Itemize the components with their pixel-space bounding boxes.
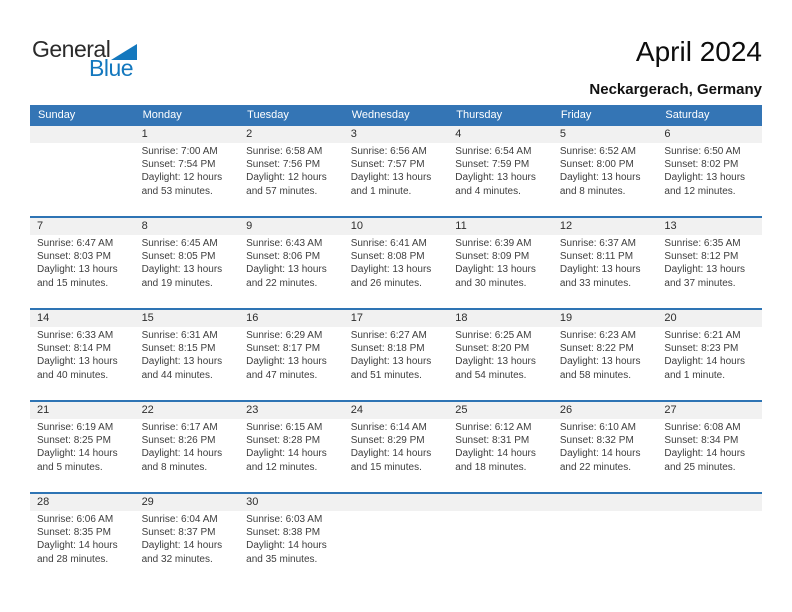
day-detail-line: Sunset: 8:23 PM (664, 343, 739, 355)
day-detail-line: Sunrise: 6:06 AM (37, 514, 114, 525)
week-detail-band (30, 235, 762, 308)
day-number: 15 (141, 312, 154, 324)
empty-day-details (30, 143, 135, 216)
day-detail-line: Sunset: 8:26 PM (141, 435, 216, 447)
day-detail-line: and 18 minutes. (455, 461, 527, 473)
day-details (135, 327, 240, 400)
day-detail-line: Sunset: 8:00 PM (559, 159, 634, 171)
day-details (553, 143, 658, 216)
day-number: 9 (246, 220, 253, 232)
day-number: 10 (350, 220, 363, 232)
day-detail-line: Daylight: 13 hours (246, 264, 327, 276)
day-detail-line: Sunset: 8:06 PM (246, 251, 321, 263)
day-number: 13 (664, 220, 677, 232)
day-detail-line: Sunset: 8:28 PM (246, 435, 321, 447)
day-details (30, 235, 135, 308)
day-detail-line: Sunset: 8:38 PM (246, 527, 321, 539)
day-detail-line: Sunset: 8:32 PM (559, 435, 634, 447)
day-details (135, 143, 240, 216)
day-header-tuesday: Tuesday (247, 109, 289, 121)
day-detail-line: Sunrise: 6:45 AM (141, 238, 218, 249)
day-detail-line: Sunset: 8:25 PM (37, 435, 111, 447)
day-number: 4 (455, 128, 462, 140)
day-number: 27 (664, 404, 677, 416)
day-detail-line: and 26 minutes. (350, 277, 422, 289)
day-detail-line: Sunrise: 6:54 AM (455, 146, 532, 157)
day-detail-line: Sunrise: 6:58 AM (246, 146, 323, 157)
day-header-wednesday: Wednesday (351, 109, 410, 121)
day-detail-line: and 44 minutes. (141, 369, 213, 381)
day-number: 20 (664, 312, 677, 324)
week-number-band (30, 126, 762, 143)
day-detail-line: and 22 minutes. (559, 461, 632, 473)
calendar-week-row (30, 400, 762, 492)
day-detail-line: Sunrise: 6:41 AM (350, 238, 427, 249)
day-detail-line: Sunset: 7:54 PM (141, 159, 216, 171)
day-detail-line: and 35 minutes. (246, 553, 318, 565)
day-detail-line: and 30 minutes. (455, 277, 527, 289)
empty-day-cell (657, 494, 762, 511)
day-details (657, 327, 762, 400)
calendar-header-row (30, 105, 762, 126)
day-details (135, 511, 240, 584)
day-details (657, 235, 762, 308)
day-detail-line: Sunset: 8:05 PM (141, 251, 216, 263)
day-detail-line: Daylight: 14 hours (37, 448, 118, 460)
day-details (553, 327, 658, 400)
day-detail-line: and 12 minutes. (664, 185, 736, 197)
day-detail-line: and 22 minutes. (246, 277, 318, 289)
day-details (448, 419, 553, 492)
day-detail-line: and 5 minutes. (37, 461, 103, 473)
day-number: 28 (37, 496, 50, 508)
day-number: 11 (455, 220, 467, 232)
day-detail-line: Sunrise: 6:37 AM (559, 238, 636, 249)
calendar-week-row (30, 216, 762, 308)
day-details (448, 143, 553, 216)
day-detail-line: Sunrise: 6:15 AM (246, 422, 323, 433)
day-detail-line: Sunrise: 6:52 AM (559, 146, 636, 157)
day-detail-line: Sunrise: 6:50 AM (664, 146, 741, 157)
day-detail-line: and 15 minutes. (37, 277, 109, 289)
day-number: 29 (141, 496, 154, 508)
day-detail-line: Sunset: 8:18 PM (350, 343, 425, 355)
day-number: 23 (246, 404, 259, 416)
day-detail-line: and 53 minutes. (141, 185, 213, 197)
day-detail-line: and 40 minutes. (37, 369, 109, 381)
day-detail-line: Sunrise: 6:08 AM (664, 422, 741, 433)
day-number: 17 (350, 312, 363, 324)
day-detail-line: Sunset: 8:11 PM (559, 251, 634, 263)
day-detail-line: Daylight: 13 hours (37, 356, 118, 368)
week-number-band (30, 310, 762, 327)
day-details (344, 235, 449, 308)
empty-day-details (344, 511, 449, 584)
day-details (239, 419, 344, 492)
day-detail-line: Sunrise: 6:12 AM (455, 422, 532, 433)
day-detail-line: and 54 minutes. (455, 369, 527, 381)
day-detail-line: Sunrise: 6:19 AM (37, 422, 114, 433)
day-detail-line: Sunrise: 6:47 AM (37, 238, 114, 249)
empty-day-details (657, 511, 762, 584)
empty-day-details (553, 511, 658, 584)
day-detail-line: Daylight: 13 hours (37, 264, 118, 276)
day-detail-line: Sunset: 8:22 PM (559, 343, 634, 355)
day-detail-line: Sunrise: 6:29 AM (246, 330, 323, 341)
title-block (589, 36, 762, 98)
day-number: 25 (455, 404, 468, 416)
day-detail-line: Sunrise: 6:23 AM (559, 330, 636, 341)
week-detail-band (30, 327, 762, 400)
calendar-weeks (30, 126, 762, 584)
day-number: 18 (455, 312, 468, 324)
day-details (239, 235, 344, 308)
page-title: April 2024 (635, 36, 762, 67)
day-number: 14 (37, 312, 50, 324)
week-number-band (30, 218, 762, 235)
day-details (448, 235, 553, 308)
calendar-week-row (30, 308, 762, 400)
day-detail-line: Daylight: 14 hours (559, 448, 641, 460)
day-detail-line: and 1 minute. (350, 185, 412, 197)
day-detail-line: Daylight: 13 hours (455, 172, 536, 184)
day-detail-line: Sunset: 8:12 PM (664, 251, 739, 263)
day-detail-line: Sunset: 7:59 PM (455, 159, 530, 171)
day-detail-line: and 57 minutes. (246, 185, 318, 197)
day-detail-line: Sunset: 8:14 PM (37, 343, 111, 355)
empty-day-cell (344, 494, 449, 511)
empty-day-cell (30, 126, 135, 143)
day-detail-line: Sunrise: 6:56 AM (350, 146, 427, 157)
empty-day-cell (553, 494, 658, 511)
day-detail-line: Daylight: 13 hours (141, 356, 223, 368)
day-detail-line: Sunrise: 6:14 AM (350, 422, 427, 433)
day-details (657, 143, 762, 216)
day-details (239, 327, 344, 400)
day-detail-line: Sunrise: 6:10 AM (559, 422, 636, 433)
day-detail-line: and 28 minutes. (37, 553, 109, 565)
day-detail-line: Sunset: 8:17 PM (246, 343, 321, 355)
day-details (239, 511, 344, 584)
day-detail-line: Sunrise: 6:31 AM (141, 330, 218, 341)
day-number: 8 (141, 220, 148, 232)
day-detail-line: Daylight: 13 hours (455, 264, 536, 276)
day-detail-line: Daylight: 13 hours (664, 264, 746, 276)
day-detail-line: Daylight: 12 hours (246, 172, 327, 184)
location-subtitle: Neckargerach, Germany (589, 81, 762, 98)
day-detail-line: Sunset: 8:34 PM (664, 435, 739, 447)
day-number: 12 (559, 220, 573, 232)
day-detail-line: Daylight: 13 hours (350, 264, 432, 276)
day-header-saturday: Saturday (665, 109, 710, 121)
day-detail-line: and 25 minutes. (664, 461, 736, 473)
day-detail-line: and 37 minutes. (664, 277, 736, 289)
day-detail-line: Daylight: 13 hours (350, 172, 432, 184)
logo-text-blue: Blue (89, 55, 134, 81)
week-number-band (30, 494, 762, 511)
day-detail-line: Daylight: 13 hours (664, 172, 746, 184)
day-number: 6 (664, 128, 671, 140)
day-detail-line: Daylight: 14 hours (246, 448, 327, 460)
day-number: 26 (559, 404, 573, 416)
day-detail-line: Sunrise: 7:00 AM (141, 146, 218, 157)
day-details (135, 419, 240, 492)
day-detail-line: and 1 minute. (664, 369, 726, 381)
day-detail-line: and 15 minutes. (350, 461, 422, 473)
day-detail-line: Sunrise: 6:43 AM (246, 238, 323, 249)
day-detail-line: Daylight: 13 hours (559, 356, 641, 368)
day-detail-line: Sunset: 8:20 PM (455, 343, 530, 355)
day-detail-line: Daylight: 14 hours (37, 540, 118, 552)
day-detail-line: Sunrise: 6:17 AM (141, 422, 218, 433)
day-detail-line: and 8 minutes. (141, 461, 208, 473)
day-detail-line: Sunset: 8:03 PM (37, 251, 111, 263)
day-detail-line: Daylight: 13 hours (246, 356, 327, 368)
day-header-friday: Friday (560, 109, 592, 121)
day-number: 19 (559, 312, 573, 324)
day-detail-line: Daylight: 14 hours (141, 540, 223, 552)
day-detail-line: and 47 minutes. (246, 369, 318, 381)
day-detail-line: Daylight: 13 hours (559, 264, 641, 276)
day-detail-line: Daylight: 14 hours (246, 540, 327, 552)
day-details (553, 235, 658, 308)
day-details (657, 419, 762, 492)
calendar-week-row (30, 492, 762, 584)
logo-text-general: General (32, 36, 111, 62)
day-detail-line: Sunrise: 6:03 AM (246, 514, 323, 525)
calendar-week-row (30, 126, 762, 216)
day-detail-line: Daylight: 14 hours (350, 448, 432, 460)
day-detail-line: Sunset: 8:09 PM (455, 251, 530, 263)
day-detail-line: Sunset: 8:15 PM (141, 343, 216, 355)
week-detail-band (30, 511, 762, 584)
empty-day-cell (448, 494, 553, 511)
day-detail-line: Sunset: 8:29 PM (350, 435, 425, 447)
day-detail-line: Daylight: 14 hours (141, 448, 223, 460)
calendar-grid (30, 105, 762, 584)
empty-day-details (448, 511, 553, 584)
day-details (344, 419, 449, 492)
day-detail-line: Sunrise: 6:33 AM (37, 330, 114, 341)
day-number: 16 (246, 312, 259, 324)
day-number: 24 (350, 404, 363, 416)
day-detail-line: Daylight: 12 hours (141, 172, 223, 184)
day-detail-line: Sunrise: 6:04 AM (141, 514, 218, 525)
day-detail-line: and 51 minutes. (350, 369, 422, 381)
week-number-band (30, 402, 762, 419)
day-number: 2 (246, 128, 253, 140)
day-detail-line: and 12 minutes. (246, 461, 318, 473)
day-details (30, 419, 135, 492)
day-detail-line: Sunset: 8:35 PM (37, 527, 111, 539)
day-number: 22 (141, 404, 154, 416)
day-details (344, 327, 449, 400)
day-number: 1 (141, 128, 148, 140)
day-detail-line: Sunset: 8:08 PM (350, 251, 425, 263)
day-detail-line: Sunset: 8:02 PM (664, 159, 739, 171)
day-detail-line: Sunrise: 6:25 AM (455, 330, 532, 341)
day-detail-line: Daylight: 13 hours (350, 356, 432, 368)
day-detail-line: Sunrise: 6:35 AM (664, 238, 741, 249)
day-details (448, 327, 553, 400)
day-header-thursday: Thursday (456, 109, 503, 121)
day-detail-line: Sunset: 8:37 PM (141, 527, 216, 539)
day-detail-line: Sunrise: 6:27 AM (350, 330, 427, 341)
day-details (239, 143, 344, 216)
logo (32, 38, 137, 80)
day-detail-line: Daylight: 14 hours (664, 356, 746, 368)
day-details (30, 511, 135, 584)
day-header-monday: Monday (142, 109, 182, 121)
day-number: 21 (37, 404, 50, 416)
day-detail-line: and 8 minutes. (559, 185, 626, 197)
day-detail-line: and 19 minutes. (141, 277, 213, 289)
day-detail-line: and 32 minutes. (141, 553, 213, 565)
day-detail-line: Sunset: 8:31 PM (455, 435, 530, 447)
day-number: 7 (37, 220, 44, 232)
day-detail-line: Sunrise: 6:39 AM (455, 238, 532, 249)
day-details (30, 327, 135, 400)
day-detail-line: Sunset: 7:57 PM (350, 159, 425, 171)
day-number: 5 (559, 128, 566, 140)
week-detail-band (30, 143, 762, 216)
day-detail-line: Daylight: 13 hours (455, 356, 536, 368)
day-detail-line: Daylight: 13 hours (559, 172, 641, 184)
day-detail-line: Daylight: 14 hours (664, 448, 746, 460)
day-details (135, 235, 240, 308)
day-number: 30 (246, 496, 259, 508)
week-detail-band (30, 419, 762, 492)
day-number: 3 (350, 128, 357, 140)
day-detail-line: and 58 minutes. (559, 369, 632, 381)
day-detail-line: Daylight: 14 hours (455, 448, 536, 460)
day-details (553, 419, 658, 492)
day-detail-line: Sunset: 7:56 PM (246, 159, 321, 171)
day-detail-line: Sunrise: 6:21 AM (664, 330, 741, 341)
day-detail-line: and 33 minutes. (559, 277, 632, 289)
day-header-sunday: Sunday (38, 109, 76, 121)
day-detail-line: and 4 minutes. (455, 185, 521, 197)
day-detail-line: Daylight: 13 hours (141, 264, 223, 276)
day-details (344, 143, 449, 216)
